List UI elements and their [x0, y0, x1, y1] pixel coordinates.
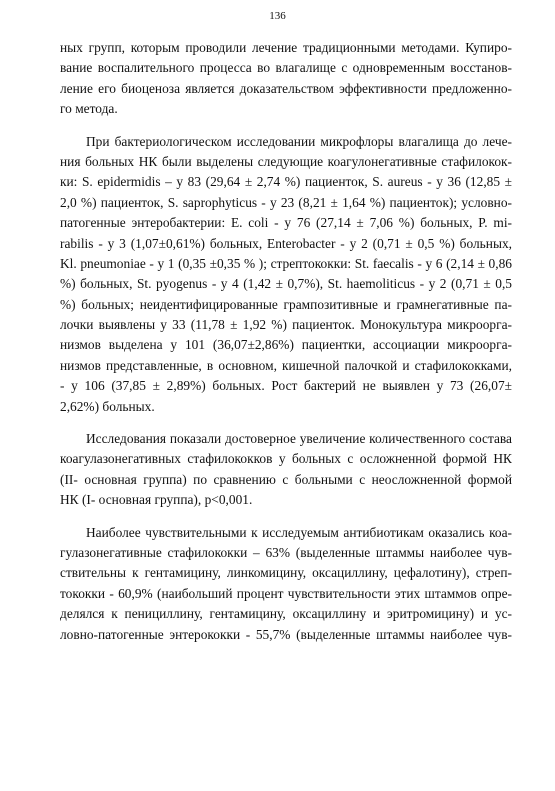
text-line: коагулазонегативных стафилококков у больных с осложненной формой НК — [60, 451, 512, 467]
text-line: делялся к пенициллину, гентамицину, оксациллину и эритромицину) и ус- — [60, 606, 512, 622]
paragraph-gap — [60, 417, 512, 429]
text-line: - у 106 (37,85 ± 2,89%) больных. Рост бактерий не выявлен у 73 (26,07± — [60, 378, 512, 394]
text-line: ствительны к гентамицину, линкомицину, оксациллину, цефалотину), стреп- — [60, 565, 512, 581]
text-line: 2,0 %) пациенток, S. saprophyticus - у 23 (8,21 ± 1,64 %) пациенток); условно- — [60, 194, 512, 210]
text-line: При бактериологическом исследовании микрофлоры влагалища до лече- — [86, 133, 512, 149]
text-line: НК (I- основная группа), р<0,001. — [60, 492, 253, 508]
text-line: тококки - 60,9% (наибольший процент чувствительности этих штаммов опре- — [60, 585, 512, 601]
text-line: ных групп, которым проводили лечение традиционными методами. Купиро- — [60, 40, 512, 55]
text-line: гулазонегативные стафилококки – 63% (выделенные штаммы наиболее чув- — [60, 544, 512, 560]
text-line: ление его биоценоза является доказательством эффективности предложенно- — [60, 80, 512, 96]
text-line: низмов представленные, в основном, кишечной палочкой и стафилококками, — [60, 357, 512, 373]
page-number: 136 — [269, 10, 286, 22]
text-line: Исследования показали достоверное увеличение количественного состава — [86, 431, 512, 447]
paragraph — [60, 429, 512, 511]
text-line: Kl. pneumoniae - у 1 (0,35 ±0,35 % ); стрептококки: St. faecalis - у 6 (2,14 ± 0,86 — [60, 255, 512, 271]
paragraph-gap — [60, 120, 512, 132]
paragraph — [60, 132, 512, 417]
text-line: %) больных, St. pyogenus - у 4 (1,42 ± 0,7%), St. haemoliticus - у 2 (0,71 ± 0,5 — [60, 276, 512, 292]
paragraph-gap — [60, 511, 512, 523]
text-line: низмов выделена у 101 (36,07±2,86%) пациентки, ассоциации микроорга- — [60, 337, 512, 353]
text-line: Наиболее чувствительными к исследуемым антибиотикам оказались коа- — [86, 524, 512, 540]
text-line: лочки выявлены у 33 (11,78 ± 1,92 %) пациенток. Монокультура микроорга- — [60, 317, 512, 333]
paragraph — [60, 38, 512, 120]
body-text — [60, 38, 512, 645]
text-line: (II- основная группа) по сравнению с больными с неосложненной формой — [60, 471, 512, 487]
paragraph — [60, 523, 512, 645]
text-line: го метода. — [60, 101, 118, 117]
text-line: %) больных; неидентифицированные грампозитивные и грамнегативные па- — [60, 296, 512, 312]
text-line: ки: S. epidermidis – у 83 (29,64 ± 2,74 %) пациенток, S. aureus - у 36 (12,85 ± — [60, 174, 512, 190]
text-line: ловно-патогенные энтерококки - 55,7% (выделенные штаммы наиболее чув- — [60, 626, 512, 642]
text-line: 2,62%) больных. — [60, 398, 155, 414]
text-line: ния больных НК были выделены следующие коагулонегативные стафилокок- — [60, 153, 512, 169]
text-line: патогенные энтеробактерии: E. coli - у 76 (27,14 ± 7,06 %) больных, P. mi- — [60, 215, 512, 231]
text-line: вание воспалительного процесса во влагалище с одновременным восстанов- — [60, 60, 512, 76]
text-line: rabilis - у 3 (1,07±0,61%) больных, Enterobacter - у 2 (0,71 ± 0,5 %) больных, — [60, 235, 512, 251]
